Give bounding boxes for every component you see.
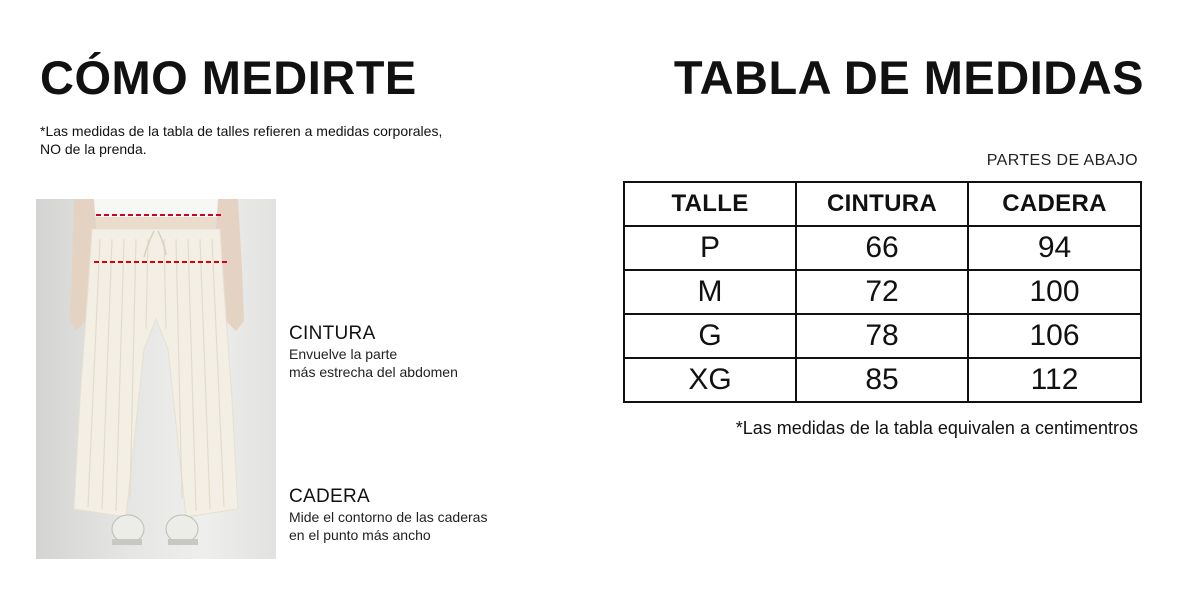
hip-label: CADERA [289, 486, 370, 507]
waist-instruction [289, 323, 458, 381]
cell-size: G [624, 314, 796, 358]
size-table [623, 181, 1142, 403]
table-row [624, 314, 1141, 358]
table-row [624, 270, 1141, 314]
cell-size: M [624, 270, 796, 314]
hip-instruction [289, 486, 487, 544]
cell-hip: 94 [968, 226, 1141, 270]
table-caption: PARTES DE ABAJO [986, 152, 1138, 169]
table-row [624, 226, 1141, 270]
cell-hip: 106 [968, 314, 1141, 358]
header-talle: TALLE [624, 182, 796, 226]
measurement-note-line-1: *Las medidas de la tabla de talles refieren a medidas corporales, [40, 123, 443, 139]
cell-hip: 100 [968, 270, 1141, 314]
cell-waist: 85 [796, 358, 968, 402]
model-pants-illustration [36, 199, 276, 559]
how-to-measure-title: CÓMO MEDIRTE [40, 51, 417, 104]
cell-size: P [624, 226, 796, 270]
header-cintura: CINTURA [796, 182, 968, 226]
units-footnote: *Las medidas de la tabla equivalen a centimentros [735, 418, 1138, 438]
measurement-note [40, 122, 560, 158]
model-photo [36, 199, 276, 559]
size-chart-title: TABLA DE MEDIDAS [673, 51, 1144, 104]
cell-waist: 66 [796, 226, 968, 270]
table-row [624, 358, 1141, 402]
cell-waist: 78 [796, 314, 968, 358]
cell-size: XG [624, 358, 796, 402]
hip-description: Mide el contorno de las caderas en el punto más ancho [289, 509, 488, 543]
cell-waist: 72 [796, 270, 968, 314]
waist-description: Envuelve la parte más estrecha del abdomen [289, 346, 458, 380]
cell-hip: 112 [968, 358, 1141, 402]
header-cadera: CADERA [968, 182, 1141, 226]
measurement-note-line-2: NO de la prenda. [40, 141, 147, 157]
table-header-row [624, 182, 1141, 226]
waist-label: CINTURA [289, 323, 376, 344]
